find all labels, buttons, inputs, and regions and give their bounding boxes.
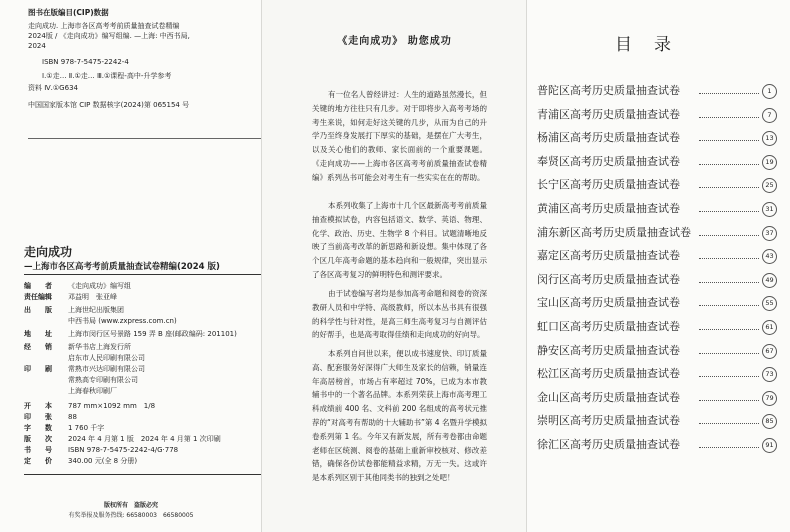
toc-page-number: 1 (762, 84, 777, 99)
info-value: 340.00 元(全 8 分册) (68, 457, 138, 465)
info-value: 1 760 千字 (68, 424, 105, 432)
toc-leader-dots (699, 447, 759, 448)
info-label: 编 者 (24, 282, 52, 290)
cip-line: 2024版 / 《走向成功》编写组编. —上海: 中西书局, (28, 32, 190, 40)
toc-page-number: 73 (762, 367, 777, 382)
info-value: 787 mm×1092 mm 1/8 (68, 402, 156, 410)
info-value: 88 (68, 413, 77, 421)
info-label: 书 号 (24, 446, 52, 454)
copyright-page (0, 0, 262, 532)
info-row (24, 330, 237, 339)
toc-leader-dots (699, 400, 759, 401)
toc-page-number: 79 (762, 391, 777, 406)
service-hotline: 有奖举报及服务热线: 66580003 66580005 (68, 512, 194, 519)
info-label: 开 本 (24, 402, 52, 410)
toc-leader-dots (699, 258, 759, 259)
toc-leader-dots (699, 93, 759, 94)
toc-entry[interactable] (537, 129, 777, 147)
toc-entry-label: 奉贤区高考历史质量抽查试卷 (537, 154, 680, 168)
info-row (24, 424, 104, 433)
toc-entry[interactable] (537, 365, 777, 383)
info-row (24, 435, 221, 444)
toc-leader-dots (699, 164, 759, 165)
preface-slogan: 《走向成功》 助您成功 (337, 36, 452, 47)
info-label: 版 次 (24, 435, 52, 443)
toc-entry[interactable] (537, 342, 777, 360)
toc-entry-label: 杨浦区高考历史质量抽查试卷 (537, 131, 680, 145)
toc-leader-dots (699, 305, 759, 306)
toc-entry-label: 崇明区高考历史质量抽查试卷 (537, 414, 680, 428)
footer-rule (24, 474, 262, 475)
info-row (24, 402, 155, 411)
toc-entry[interactable] (537, 176, 777, 194)
info-row (24, 343, 131, 352)
info-value: 《走向成功》编写组 (68, 282, 131, 290)
info-value: 上海春秋印刷厂 (68, 387, 117, 395)
info-value: 上海市闵行区号景路 159 弄 B 座(邮政编码: 201101) (68, 330, 237, 338)
toc-entry[interactable] (537, 389, 777, 407)
info-label: 定 价 (24, 457, 52, 465)
info-label: 经 销 (24, 343, 52, 351)
toc-entry-label: 长宁区高考历史质量抽查试卷 (537, 178, 680, 192)
info-value: 2024 年 4 月第 1 版 2024 年 4 月第 1 次印刷 (68, 435, 221, 443)
info-value: 启东市人民印刷有限公司 (68, 354, 145, 362)
info-value: 常熟高专印刷有限公司 (68, 376, 138, 384)
toc-page (527, 0, 790, 532)
toc-leader-dots (699, 235, 759, 236)
info-value: 邓益明 张亚峰 (68, 293, 117, 301)
book-title: 走向成功 (24, 245, 73, 259)
info-label: 地 址 (24, 330, 52, 338)
toc-leader-dots (699, 187, 759, 188)
info-label: 出 版 (24, 306, 52, 314)
copyright-notice: 版权所有 盗版必究 (103, 502, 158, 509)
info-row (24, 317, 177, 326)
info-value: 常熟市兴达印刷有限公司 (68, 365, 145, 373)
toc-entry[interactable] (537, 153, 777, 171)
toc-title: 目录 (615, 35, 693, 55)
toc-entry-label: 虹口区高考历史质量抽查试卷 (537, 320, 680, 333)
toc-entry-label: 静安区高考历史质量抽查试卷 (537, 343, 680, 357)
title-rule (24, 274, 262, 275)
info-row (24, 413, 77, 422)
preface-paragraph: 本系列自问世以来，便以成书速度快、印订质量高、配套服务好深得广大师生及家长的信赖，销量连年高居榜首，市场占有率超过 70%，已成为本市教辅书中的一个著名品牌。本系列荣获上海市高考理工科成绩前 400 名、文科前 200 名组成的高考状元推荐的“对高考有帮助的十大辅助书”第 4 名暨升学模拟卷系列第 1 名。今年又有新发展，所有考卷都由命题老师在区统测、阅卷的基础上重新审校核对、修改差错，确保各份试卷都能精益求精，万无一失。这或许是本系列区别于其他同类书的独到之处吧！ (312, 349, 487, 483)
toc-entry-label: 宝山区高考历史质量抽查试卷 (537, 296, 680, 310)
toc-page-number: 91 (762, 438, 777, 453)
toc-page-number: 31 (762, 202, 777, 217)
toc-page-number: 25 (762, 178, 777, 193)
cip-heading: 图书在版编目(CIP)数据 (28, 8, 109, 17)
toc-entry-label: 普陀区高考历史质量抽查试卷 (537, 84, 680, 97)
toc-page-number: 55 (762, 296, 777, 311)
cip-line: 走向成功. 上海市各区高考考前质量抽查试卷精编 (28, 22, 180, 30)
info-row (24, 457, 137, 466)
book-subtitle: —上海市各区高考考前质量抽查试卷精编(2024 版) (24, 262, 220, 272)
toc-leader-dots (699, 423, 759, 424)
cip-line: 2024 (28, 42, 46, 50)
preface-page (262, 0, 527, 532)
info-label: 字 数 (24, 424, 52, 432)
toc-leader-dots (699, 140, 759, 141)
info-value: 新华书店上海发行所 (68, 343, 131, 351)
cip-line: 资料 Ⅳ.①G634 (28, 84, 78, 92)
toc-page-number: 13 (762, 131, 777, 146)
cip-line: 中国国家版本馆 CIP 数据核字(2024)第 065154 号 (28, 101, 190, 109)
info-value: 中西书局 (www.zxpress.com.cn) (68, 317, 177, 325)
toc-leader-dots (699, 376, 759, 377)
toc-page-number: 43 (762, 249, 777, 264)
info-row (24, 306, 124, 315)
toc-entry[interactable] (537, 224, 777, 242)
info-row (24, 365, 145, 374)
toc-page-number: 85 (762, 414, 777, 429)
toc-page-number: 67 (762, 344, 777, 359)
toc-page-number: 61 (762, 320, 777, 335)
info-row (24, 446, 178, 455)
info-label: 责任编辑 (24, 293, 52, 301)
preface-paragraph: 由于试卷编写者均是参加高考命题和阅卷的资深教研人员和中学特、高级教师，所以本丛书具有很强的科学性与针对性，是高三师生高考复习与自测评估的好帮手，也是高考取得佳绩和走向成功的好向导。 (312, 289, 487, 340)
toc-entry-label: 金山区高考历史质量抽查试卷 (537, 390, 680, 404)
toc-page-number: 7 (762, 108, 777, 123)
toc-entry[interactable] (537, 318, 777, 336)
toc-entry[interactable] (537, 412, 777, 430)
info-row (24, 376, 138, 385)
toc-leader-dots (699, 117, 759, 118)
toc-entry[interactable] (537, 200, 777, 218)
toc-entry[interactable] (537, 271, 777, 289)
toc-entry-label: 青浦区高考历史质量抽查试卷 (537, 107, 680, 121)
info-label: 印 刷 (24, 365, 52, 373)
toc-entry[interactable] (537, 247, 777, 265)
toc-page-number: 49 (762, 273, 777, 288)
toc-entry-label: 嘉定区高考历史质量抽查试卷 (537, 249, 680, 263)
preface-paragraph: 有一位名人曾经讲过：人生的道路虽然漫长，但关键的地方往往只有几步。对于即将步入高考考场的考生来说，如何走好这关键的几步，从而为自己的升学乃至终身发展打下厚实的基础，是摆在广大考生，以及关心他们的教师、家长面前的一个重要课题。《走向成功——上海市各区高考考前质量抽查试卷精编》系列丛书可能会对考生有一些实实在在的帮助。 (312, 90, 487, 182)
info-value: 上海世纪出版集团 (68, 306, 124, 314)
info-value: ISBN 978-7-5475-2242-4/G·778 (68, 446, 179, 454)
toc-leader-dots (699, 211, 759, 212)
info-row (24, 387, 117, 396)
toc-page-number: 19 (762, 155, 777, 170)
toc-leader-dots (699, 353, 759, 354)
toc-page-number: 37 (762, 226, 777, 241)
toc-entry-label: 黄浦区高考历史质量抽查试卷 (537, 202, 680, 215)
toc-entry[interactable] (537, 106, 777, 124)
cip-line: Ⅰ.①走… Ⅱ.①走… Ⅲ.①课程-高中-升学参考 (42, 72, 172, 80)
toc-entry[interactable] (537, 294, 777, 312)
cip-line: ISBN 978-7-5475-2242-4 (42, 58, 129, 66)
toc-entry-label: 闵行区高考历史质量抽查试卷 (537, 272, 680, 286)
toc-leader-dots (699, 329, 759, 330)
info-row (24, 354, 145, 363)
preface-paragraph: 本系列收集了上海市十几个区最新高考考前质量抽查模拟试卷，内容包括语文、数学、英语、物理、化学、政治、历史、生物学 8 个科目。试题清晰地反映了当前高考改革的新思路和新设想。集中体现了各个区几年高考命题的基本趋向和一般规律，突出显示了各区高考复习的鲜明特色和测评要求。 (312, 201, 487, 279)
toc-entry[interactable] (537, 436, 777, 454)
toc-entry-label: 徐汇区高考历史质量抽查试卷 (537, 438, 680, 451)
info-row (24, 293, 117, 302)
toc-entry[interactable] (537, 82, 777, 100)
cip-divider (28, 138, 262, 139)
info-label: 印 张 (24, 413, 52, 421)
toc-entry-label: 松江区高考历史质量抽查试卷 (537, 367, 680, 381)
info-row (24, 282, 131, 291)
toc-leader-dots (699, 282, 759, 283)
toc-entry-label: 浦东新区高考历史质量抽查试卷 (537, 225, 691, 239)
